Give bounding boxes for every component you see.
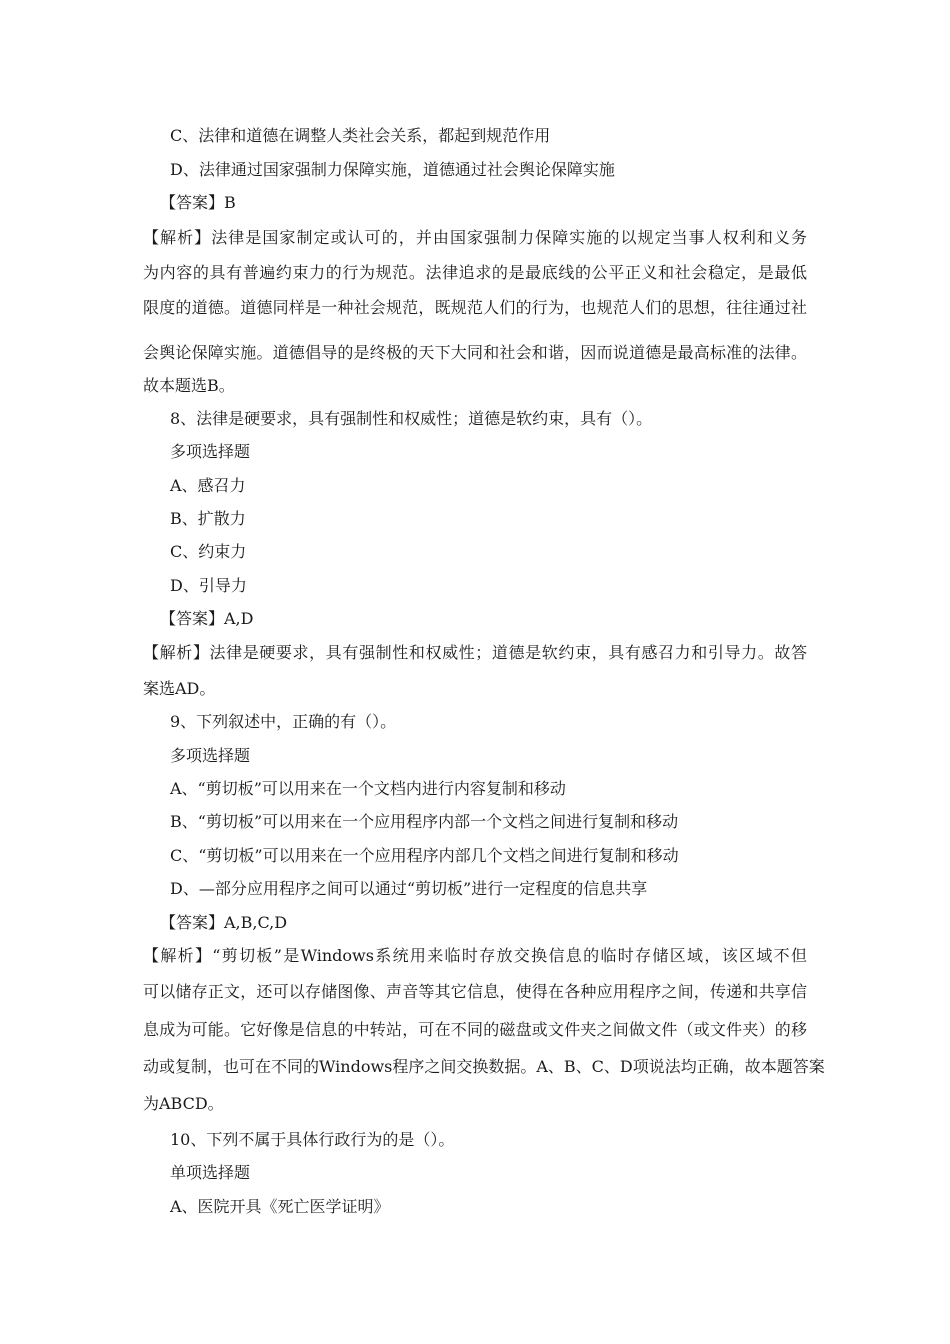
q7-option-d: D、法律通过国家强制力保障实施，道德通过社会舆论保障实施 bbox=[170, 160, 615, 179]
q10-type: 单项选择题 bbox=[170, 1163, 251, 1182]
q10-question: 10、下列不属于具体行政行为的是（）。 bbox=[170, 1130, 455, 1149]
q8-answer: 【答案】A,D bbox=[160, 609, 254, 628]
q9-option-a: A、“剪切板”可以用来在一个文档内进行内容复制和移动 bbox=[170, 779, 566, 798]
q9-option-b: B、“剪切板”可以用来在一个应用程序内部一个文档之间进行复制和移动 bbox=[170, 812, 679, 831]
q8-question: 8、法律是硬要求，具有强制性和权威性；道德是软约束，具有（）。 bbox=[170, 409, 653, 428]
q8-option-d: D、引导力 bbox=[170, 576, 247, 595]
q7-answer: 【答案】B bbox=[160, 193, 236, 212]
q9-option-d: D、—部分应用程序之间可以通过“剪切板”进行一定程度的信息共享 bbox=[170, 879, 648, 898]
q8-analysis-line-2: 案选AD。 bbox=[143, 679, 216, 698]
q8-option-c: C、约束力 bbox=[170, 542, 247, 561]
q7-analysis-line-2: 为内容的具有普遍约束力的行为规范。法律追求的是最底线的公平正义和社会稳定，是最低 bbox=[143, 263, 807, 282]
q9-analysis-line-5: 为ABCD。 bbox=[143, 1094, 224, 1113]
q9-option-c: C、“剪切板”可以用来在一个应用程序内部几个文档之间进行复制和移动 bbox=[170, 846, 679, 865]
q9-question: 9、下列叙述中，正确的有（）。 bbox=[170, 712, 397, 731]
q8-option-b: B、扩散力 bbox=[170, 509, 246, 528]
q8-option-a: A、感召力 bbox=[170, 476, 246, 495]
q10-option-a: A、医院开具《死亡医学证明》 bbox=[170, 1197, 390, 1216]
q9-type: 多项选择题 bbox=[170, 746, 251, 765]
q9-answer: 【答案】A,B,C,D bbox=[160, 913, 288, 932]
q9-analysis-line-3: 息成为可能。它好像是信息的中转站，可在不同的磁盘或文件夹之间做文件（或文件夹）的移 bbox=[143, 1020, 807, 1039]
q7-analysis-line-1: 【解析】法律是国家制定或认可的，并由国家强制力保障实施的以规定当事人权利和义务 bbox=[143, 228, 807, 247]
q8-type: 多项选择题 bbox=[170, 442, 251, 461]
q8-analysis-line-1: 【解析】法律是硬要求，具有强制性和权威性；道德是软约束，具有感召力和引导力。故答 bbox=[143, 643, 807, 662]
q7-option-c: C、法律和道德在调整人类社会关系，都起到规范作用 bbox=[170, 126, 551, 145]
q7-analysis-line-3: 限度的道德。道德同样是一种社会规范，既规范人们的行为，也规范人们的思想，往往通过社 bbox=[143, 298, 807, 317]
q9-analysis-line-1: 【解析】“剪切板”是Windows系统用来临时存放交换信息的临时存储区域，该区域不但 bbox=[143, 946, 807, 965]
q7-analysis-line-5: 故本题选B。 bbox=[143, 376, 235, 395]
q7-analysis-line-4: 会舆论保障实施。道德倡导的是终极的天下大同和社会和谐，因而说道德是最高标准的法律。 bbox=[143, 343, 807, 362]
q9-analysis-line-4: 动或复制，也可在不同的Windows程序之间交换数据。A、B、C、D项说法均正确，故本题答案 bbox=[143, 1057, 825, 1076]
q9-analysis-line-2: 可以储存正文，还可以存储图像、声音等其它信息，使得在各种应用程序之间，传递和共享信 bbox=[143, 982, 807, 1001]
